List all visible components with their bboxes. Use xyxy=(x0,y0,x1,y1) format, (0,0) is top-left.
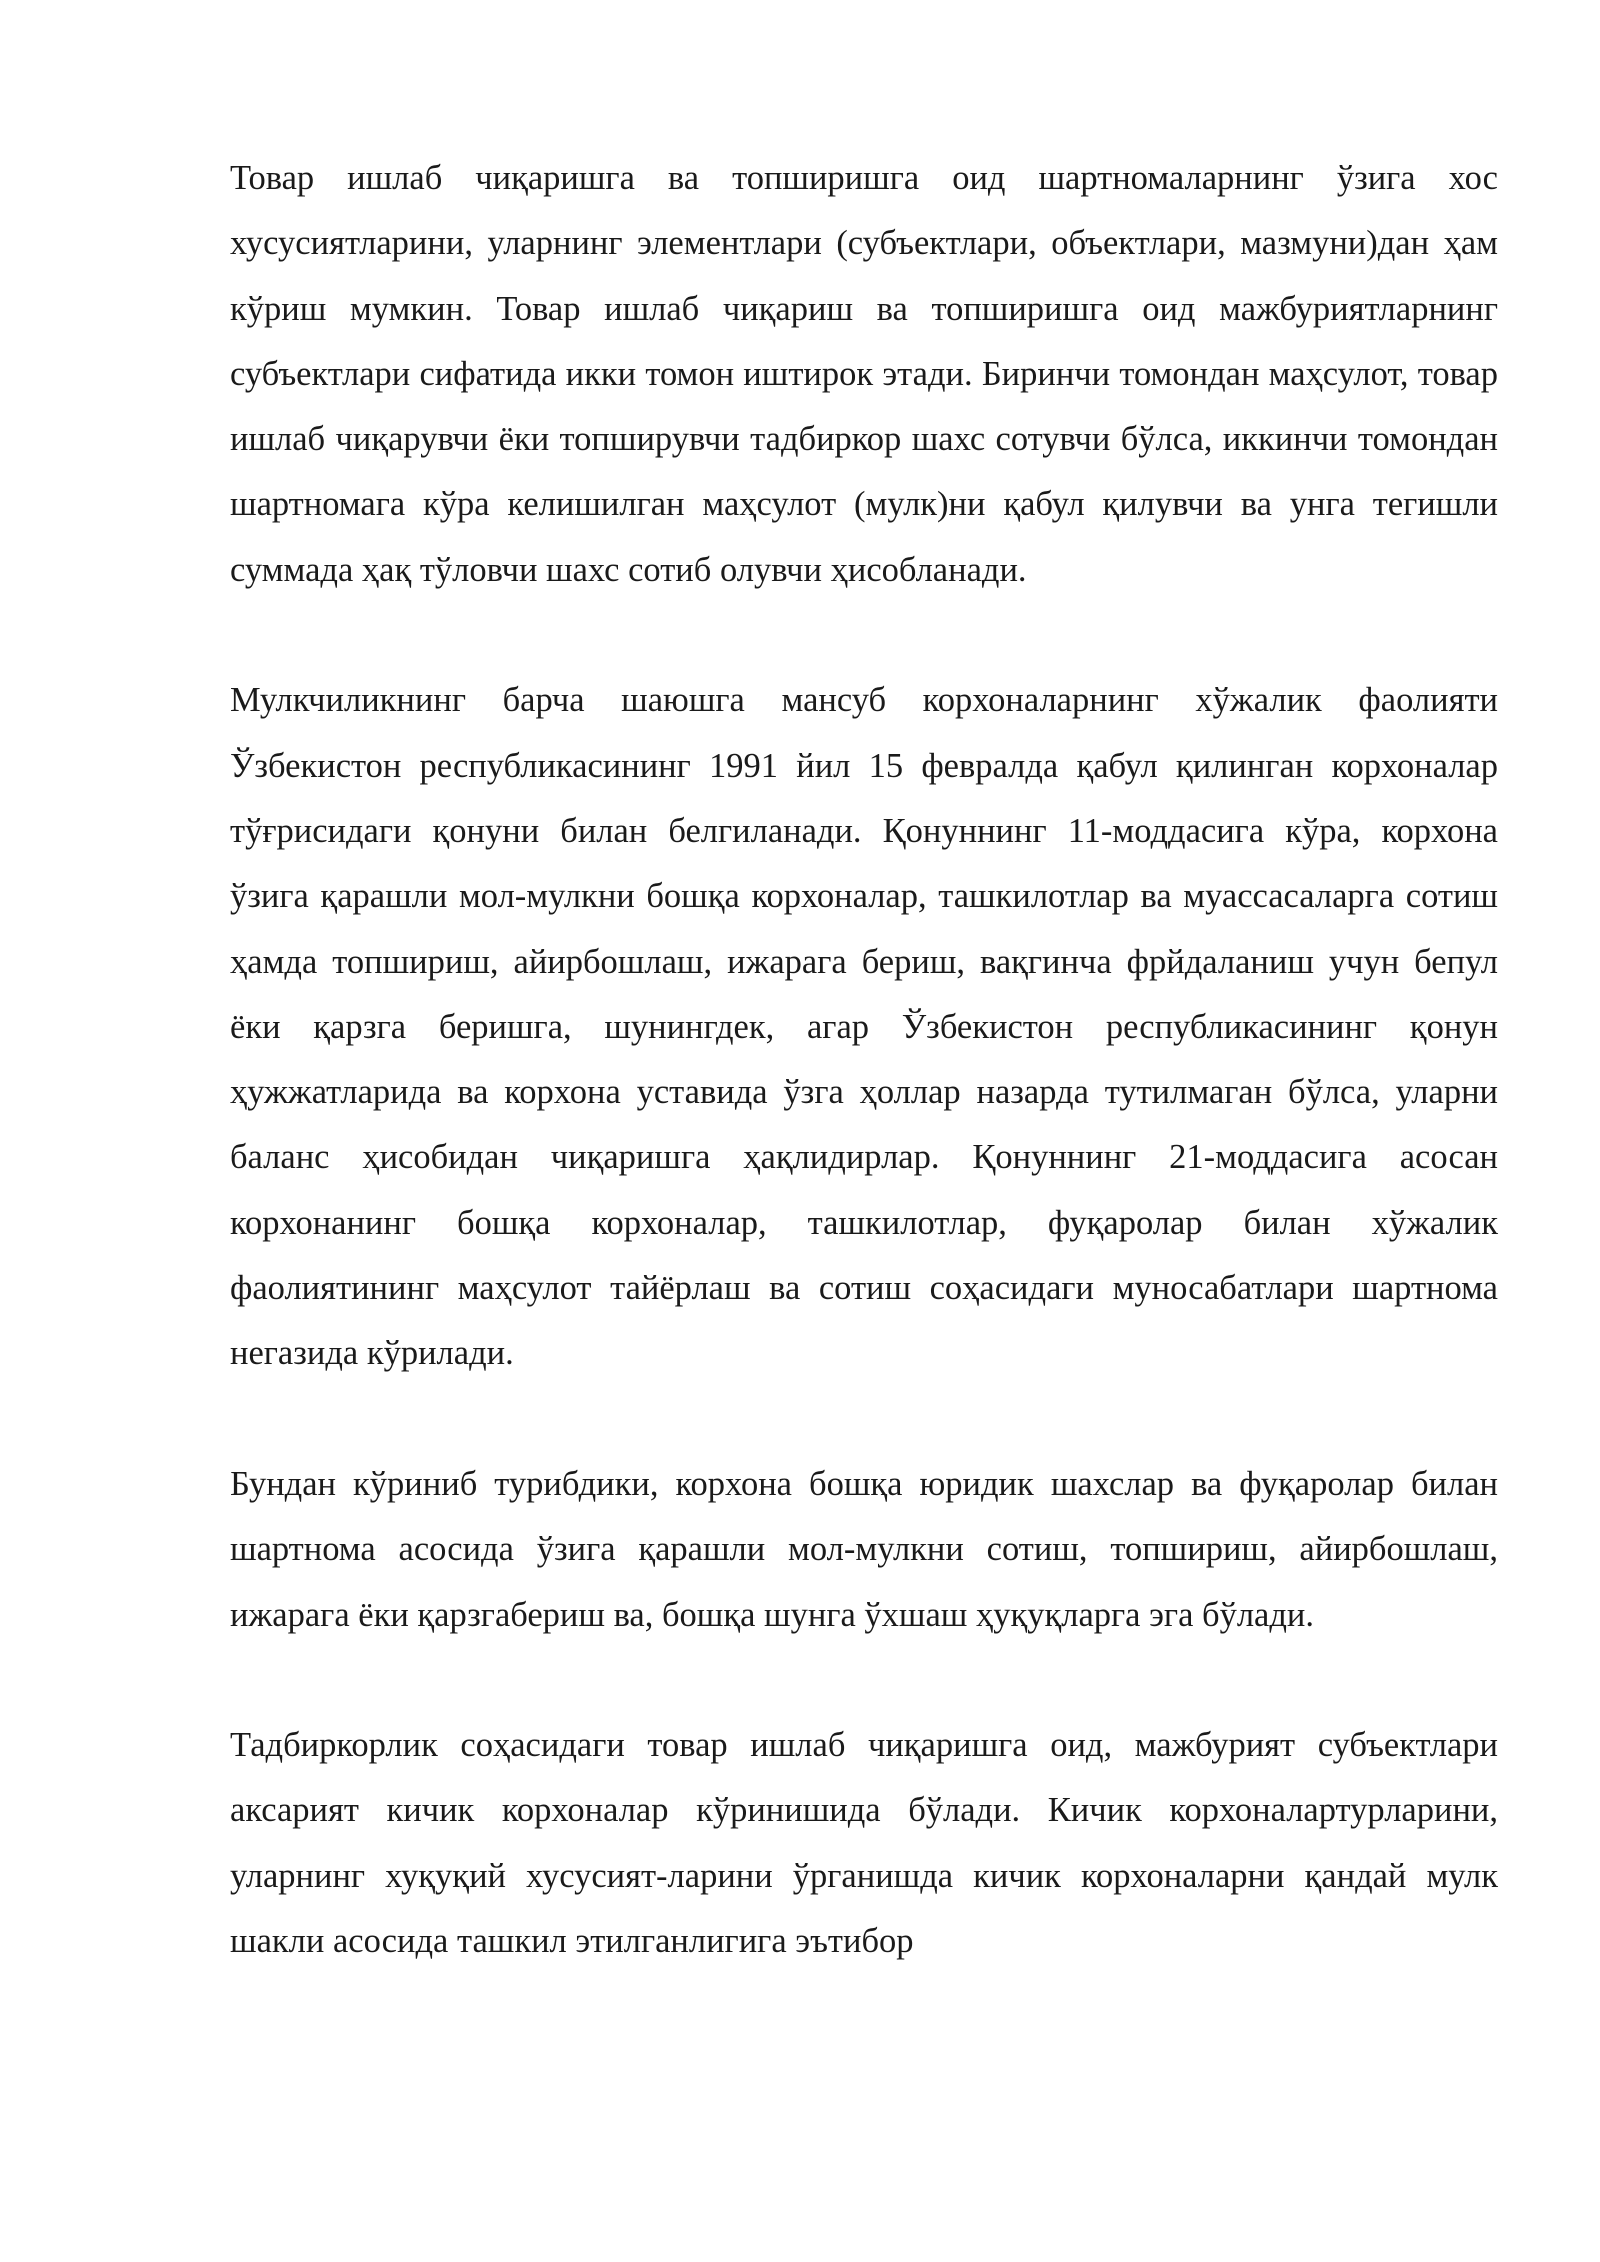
paragraph-2: Мулкчиликнинг барча шаюшга мансуб корхоналарнинг хўжалик фаолияти Ўзбекистон республикасининг 1991 йил 15 февралда қабул қилинган корхоналар тўғрисидаги қонуни билан белгиланади. Қонуннинг 11-моддасига кўра, корхона ўзига қарашли мол-мулкни бошқа корхоналар, ташкилотлар ва муассасаларга сотиш ҳамда топшириш, айирбошлаш, ижарага бериш, вақгинча фрйдаланиш учун бепул ёки қарзга беришга, шунингдек, агар Ўзбекистон республикасининг қонун ҳужжатларида ва корхона уставида ўзга ҳоллар назарда тутилмаган бўлса, уларни баланс ҳисобидан чиқаришга ҳақлидирлар. Қонуннинг 21-моддасига асосан корхонанинг бошқа корхоналар, ташкилотлар, фуқаролар билан хўжалик фаолиятининг маҳсулот тайёрлаш ва сотиш соҳасидаги муносабатлари шартнома негазида кўрилади. xyxy=(230,681,1498,1373)
document-body xyxy=(230,146,1498,1974)
paragraph-4: Тадбиркорлик соҳасидаги товар ишлаб чиқаришга оид, мажбурият субъектлари аксарият кичик корхоналар кўринишида бўлади. Кичик корхоналартурларини, уларнинг хуқуқий хусусият-ларини ўрганишда кичик корхоналарни қандай мулк шакли асосида ташкил этилганлигига эътибор xyxy=(230,1726,1498,1961)
paragraph-1: Товар ишлаб чиқаришга ва топширишга оид шартномаларнинг ўзига хос хусусиятларини, уларнинг элементлари (субъектлари, объектлари, мазмуни)дан ҳам кўриш мумкин. Товар ишлаб чиқариш ва топширишга оид мажбуриятларнинг субъектлари сифатида икки томон иштирок этади. Биринчи томондан маҳсулот, товар ишлаб чиқарувчи ёки топширувчи тадбиркор шахс сотувчи бўлса, иккинчи томондан шартномага кўра келишилган маҳсулот (мулк)ни қабул қилувчи ва унга тегишли суммада ҳақ тўловчи шахс сотиб олувчи ҳисобланади. xyxy=(230,159,1498,589)
paragraph-3: Бундан кўриниб турибдики, корхона бошқа юридик шахслар ва фуқаролар билан шартнома асосида ўзига қарашли мол-мулкни сотиш, топшириш, айирбошлаш, ижарага ёки қарзгабериш ва, бошқа шунга ўхшаш ҳуқуқларга эга бўлади. xyxy=(230,1464,1498,1634)
